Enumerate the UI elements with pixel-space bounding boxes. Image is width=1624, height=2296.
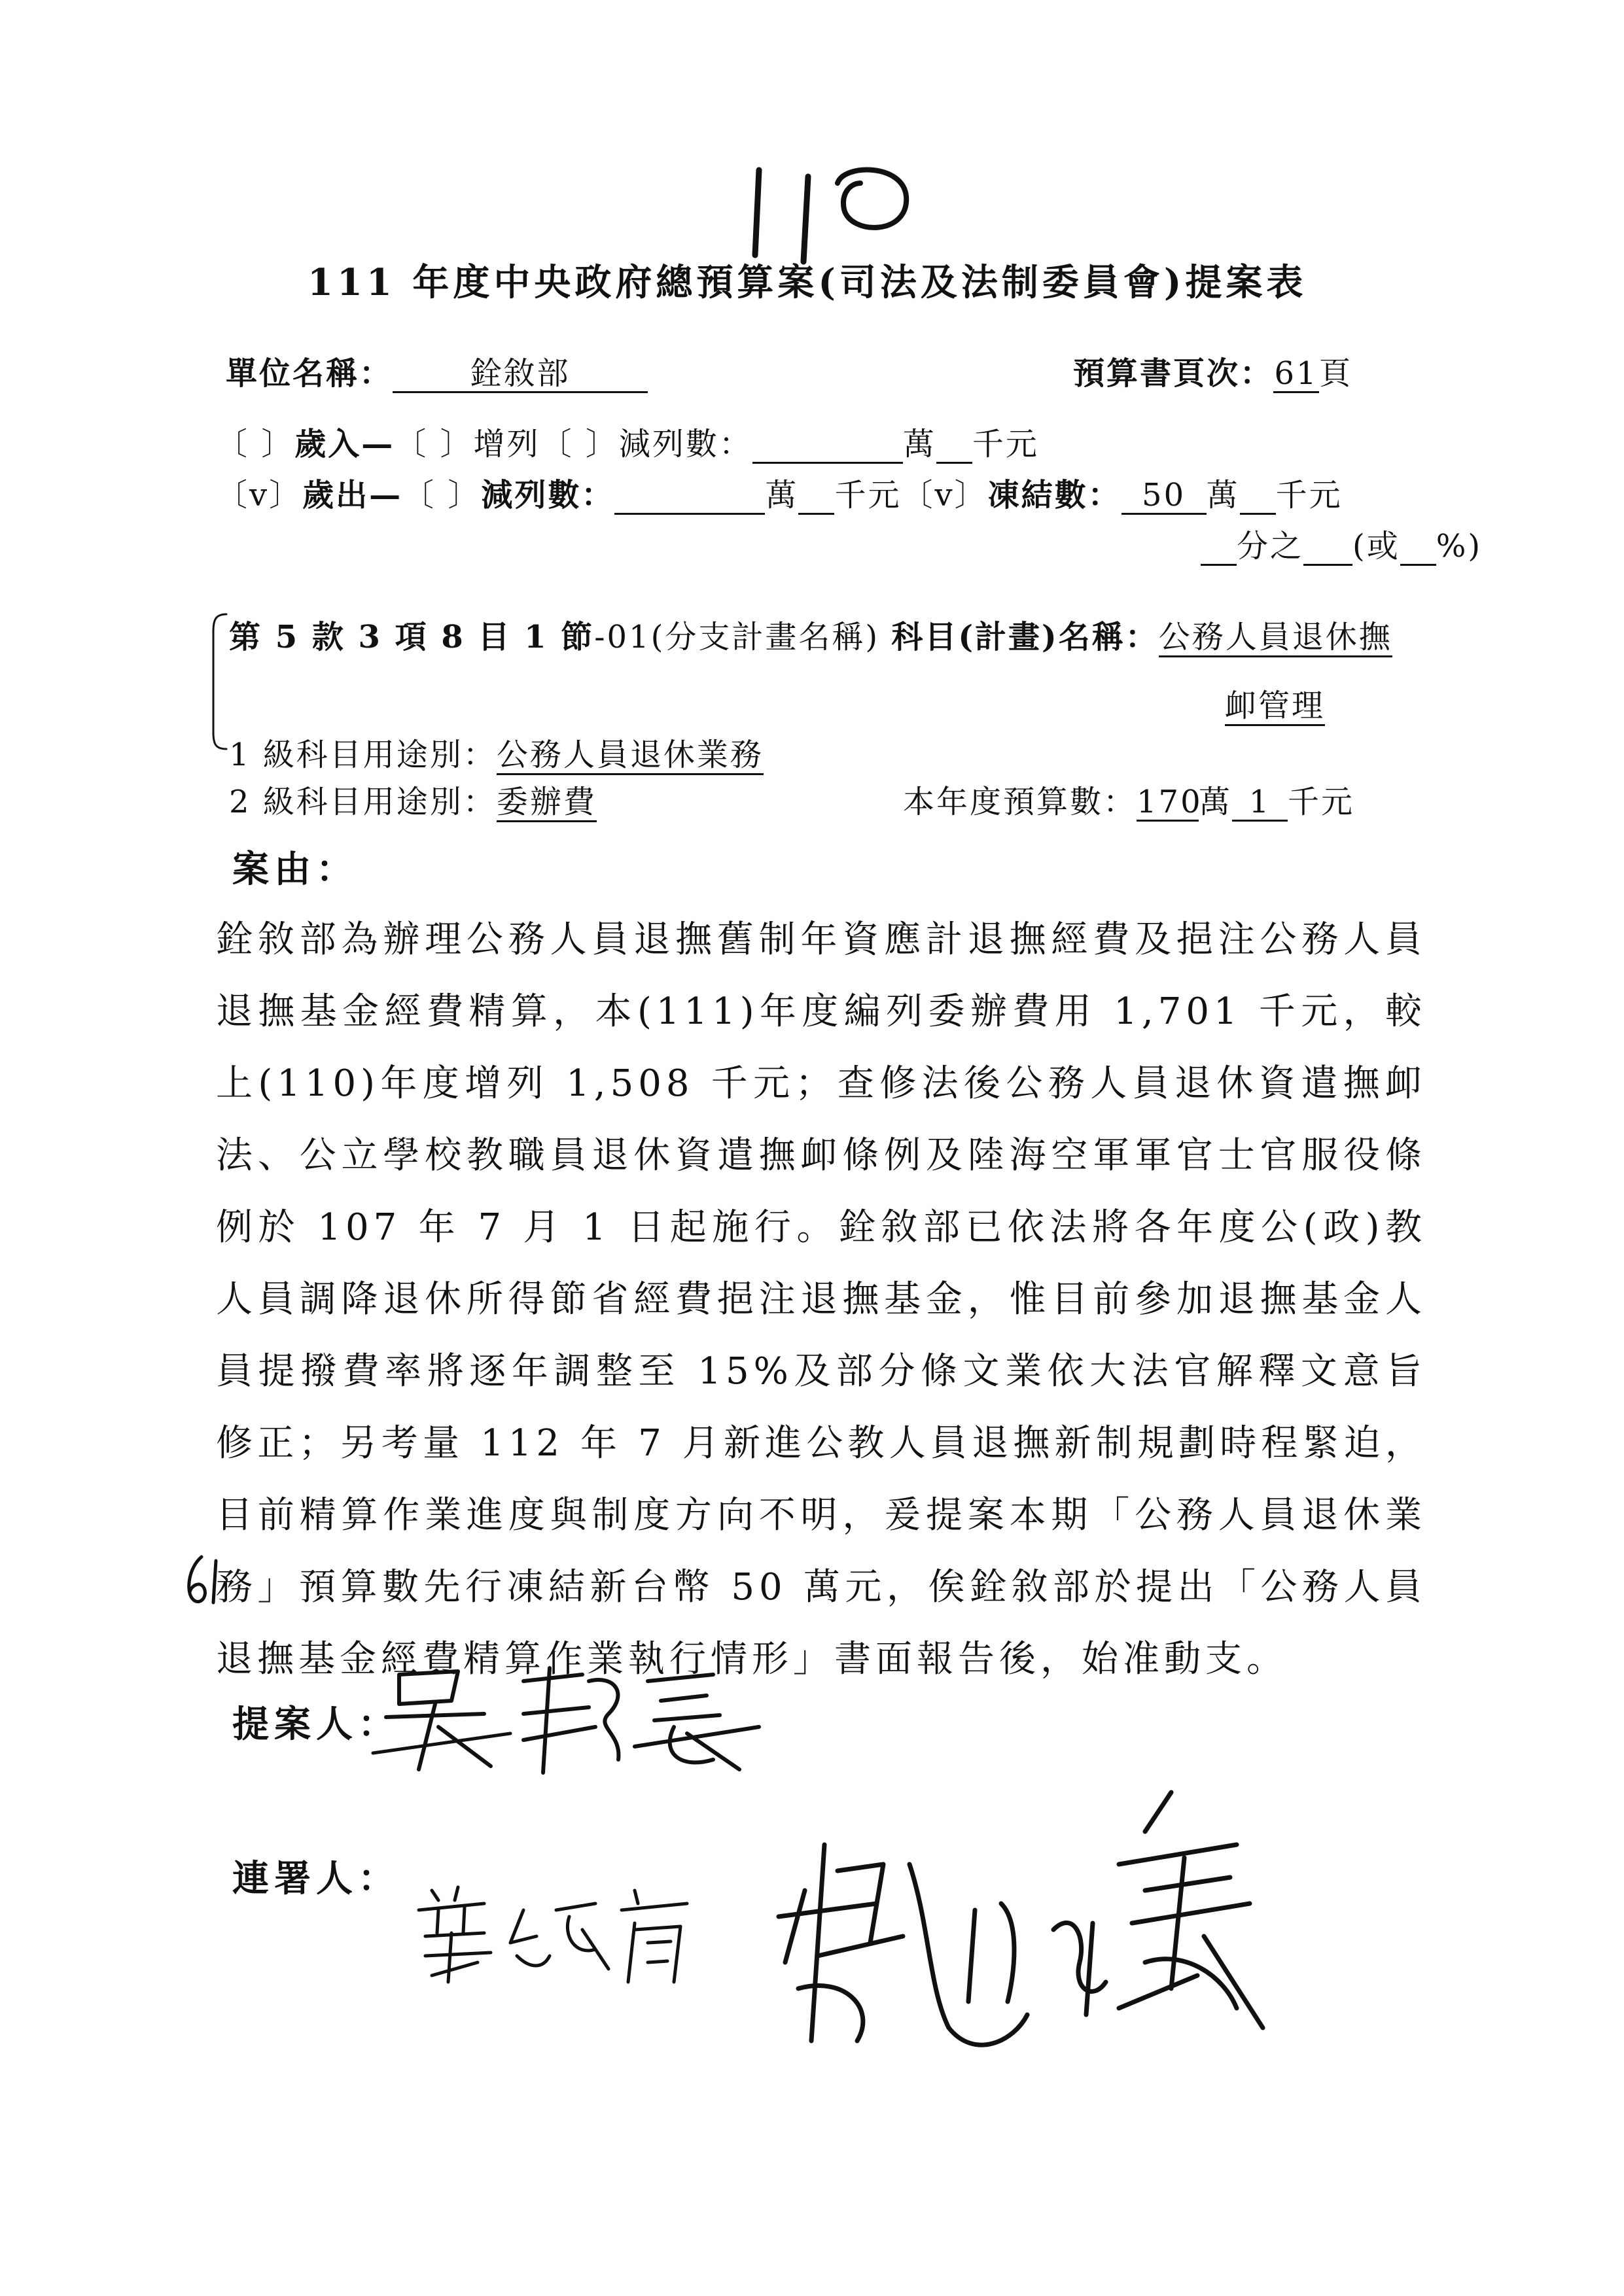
account-name-line1: 公務人員退休撫 (1159, 619, 1392, 657)
account-brace (208, 612, 228, 752)
account-line (229, 612, 1392, 657)
account-prefix: 第 5 款 3 項 8 目 1 節 (229, 619, 595, 655)
freeze-qian-blank (1240, 478, 1276, 515)
year-budget-qian: 千元 (1288, 784, 1355, 820)
cosigner-signature-2 (779, 1792, 1263, 2067)
budget-page-value: 61 (1274, 355, 1318, 392)
revenue-wan-blank (752, 427, 903, 464)
handwritten-number (746, 157, 916, 268)
ratio-percent: %) (1436, 528, 1483, 565)
expense-wan-blank (614, 478, 765, 515)
proposer-signature (373, 1655, 779, 1779)
expense-wan: 萬 (765, 477, 799, 513)
budget-page-suffix: 頁 (1319, 355, 1353, 392)
expense-qian-blank (798, 478, 834, 515)
ratio-line (1201, 521, 1482, 566)
expense-decrease: 減列數： (481, 477, 615, 513)
reason-text: 銓敘部為辦理公務人員退撫舊制年資應計退撫經費及挹注公務人員退撫基金經費精算，本(111)年度編列委辦費用 1,701 千元，較上(110)年度增列 1,508 千元；查修法後公務人員退休資遣撫卹法、公立學校教職員退休資遣撫卹條例及陸海空軍軍官士官服役條例於 107 年 7 月 1 日起施行。銓敘部已依法將各年度公(政)教人員調降退休所得節省經費挹注退撫基金，惟目前參加退撫基金人員提撥費率將逐年調整至 15%及部分條文業依大法官解釋文意旨修正；另考量 112 年 7 月新進公教人員退撫新制規劃時程緊迫，目前精算作業進度與制度方向不明，爰提案本期「公務人員退休業務」預算數先行凍結新台幣 50 萬元，俟銓敘部於提出「公務人員退撫基金經費精算作業執行情形」書面報告後，始准動支。 (216, 918, 1426, 1680)
year-budget-row (903, 776, 1354, 822)
proposer-label: 提案人： (232, 1703, 400, 1746)
ratio-blank-1 (1201, 529, 1237, 566)
unit-label: 單位名稱： (226, 355, 393, 392)
year-budget-wan: 萬 (1199, 784, 1233, 820)
revenue-wan: 萬 (902, 426, 936, 462)
cosigner-label: 連署人： (232, 1857, 400, 1900)
revenue-qian-blank (936, 427, 972, 464)
level1-label: 1 級科目用途別： (229, 737, 497, 773)
freeze-qian: 千元 (1275, 477, 1343, 513)
expense-label: 歲出— (302, 477, 403, 513)
ratio-fen: 分之 (1237, 528, 1304, 565)
revenue-line (216, 419, 1039, 464)
level2-row (229, 776, 597, 822)
ratio-blank-3 (1400, 529, 1436, 566)
freeze-label: 凍結數： (987, 477, 1121, 513)
revenue-bracket: 〔 〕 (216, 426, 295, 462)
expense-line (216, 470, 1343, 515)
handwritten-page-note (182, 1552, 228, 1610)
revenue-qian: 千元 (972, 426, 1039, 462)
revenue-decrease-bracket: 〔 〕 (540, 426, 619, 462)
ratio-blank-2 (1303, 529, 1352, 566)
revenue-label: 歲入— (294, 426, 395, 462)
freeze-wan: 萬 (1206, 477, 1240, 513)
year-budget-label: 本年度預算數： (903, 784, 1137, 820)
expense-decrease-bracket: 〔 〕 (402, 477, 482, 513)
level1-row (229, 729, 764, 774)
cosigner-signature-1 (412, 1871, 726, 2002)
revenue-increase-bracket: 〔 〕 (395, 426, 474, 462)
account-name-line2: 卹管理 (1225, 687, 1325, 726)
freeze-bracket: 〔v〕 (901, 477, 988, 513)
year-budget-qian-value: 1 (1232, 785, 1288, 822)
expense-qian: 千元 (834, 477, 902, 513)
level2-label: 2 級科目用途別： (229, 784, 497, 820)
reason-heading: 案由： (232, 848, 358, 891)
account-name-line2-row (1225, 680, 1325, 725)
year-budget-wan-value: 170 (1137, 784, 1203, 820)
freeze-value: 50 (1121, 478, 1207, 515)
account-code: -01(分支計畫名稱) (594, 619, 880, 655)
page-title: 111 年度中央政府總預算案(司法及法制委員會)提案表 (308, 261, 1307, 304)
ratio-or: (或 (1352, 528, 1400, 565)
unit-value: 銓敘部 (393, 357, 648, 393)
expense-bracket: 〔v〕 (216, 477, 303, 513)
budget-page-label: 預算書頁次： (1073, 355, 1274, 392)
revenue-decrease: 減列數： (618, 426, 752, 462)
account-label: 科目(計畫)名稱： (891, 619, 1159, 655)
level2-value: 委辦費 (497, 784, 597, 822)
revenue-increase: 增列 (473, 426, 540, 462)
unit-row (226, 348, 648, 393)
level1-value: 公務人員退休業務 (497, 737, 764, 775)
budget-page-row (1073, 348, 1352, 393)
